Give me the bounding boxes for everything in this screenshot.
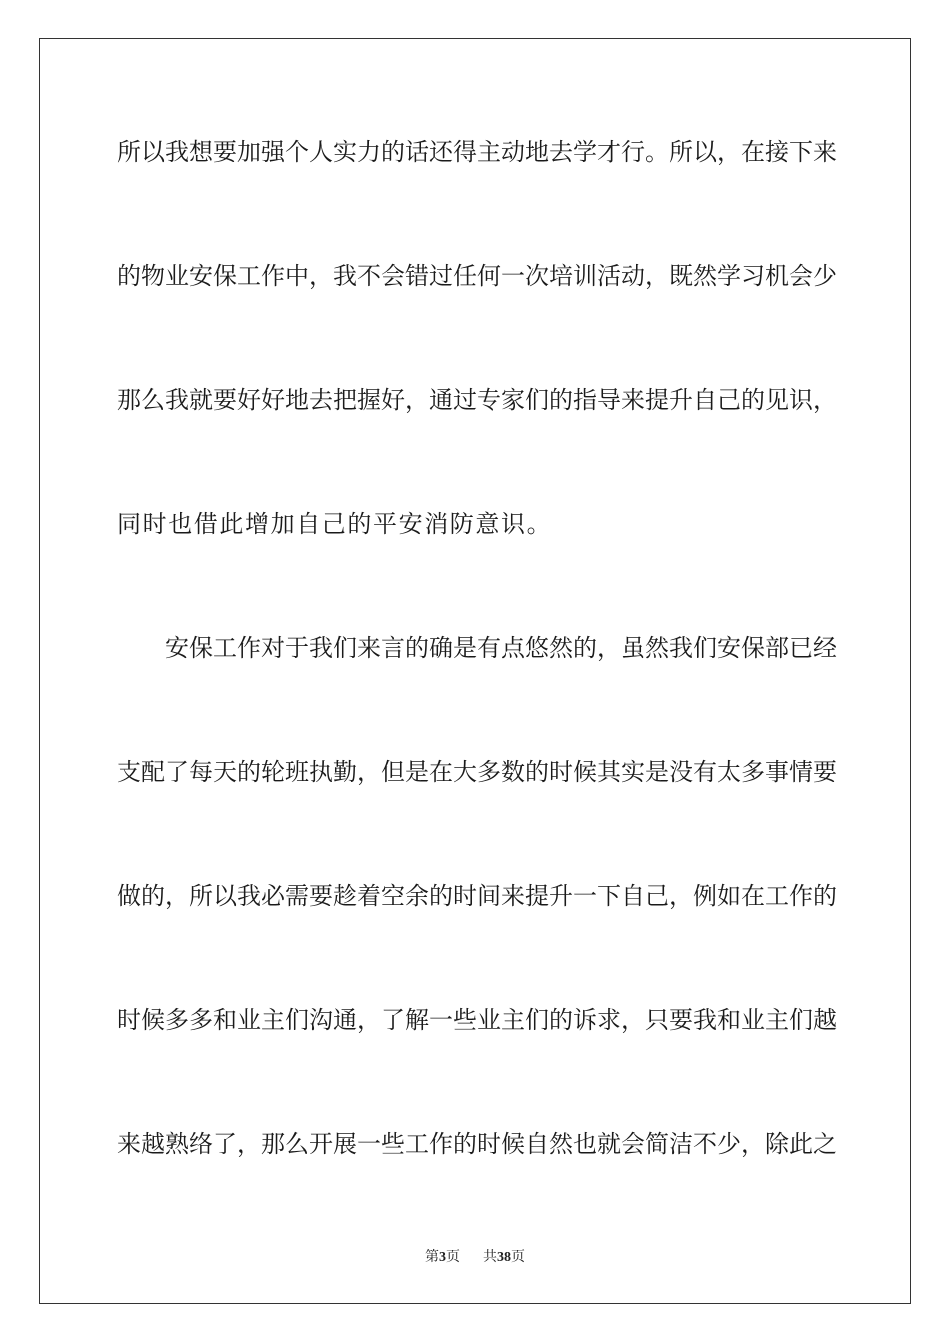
page-border <box>39 38 911 1304</box>
paragraph-first-line: 安保工作对于我们来言的确是有点悠然的，虽然我们安保部已经 <box>165 634 837 662</box>
text-line: 支配了每天的轮班执勤，但是在大多数的时候其实是没有太多事情要 <box>117 758 837 786</box>
page-prefix: 第 <box>425 1249 440 1265</box>
page-suffix: 页 <box>446 1249 461 1265</box>
text-line: 来越熟络了，那么开展一些工作的时候自然也就会简洁不少，除此之 <box>117 1130 837 1158</box>
page-number <box>425 1248 460 1267</box>
page-footer <box>0 1248 950 1267</box>
total-pages <box>483 1248 525 1267</box>
current-page: 3 <box>439 1250 447 1265</box>
text-line: 的物业安保工作中，我不会错过任何一次培训活动，既然学习机会少 <box>117 262 837 290</box>
total-prefix: 共 <box>482 1249 497 1265</box>
total-count: 38 <box>496 1250 511 1265</box>
text-line: 做的，所以我必需要趁着空余的时间来提升一下自己，例如在工作的 <box>117 882 837 910</box>
text-line: 那么我就要好好地去把握好，通过专家们的指导来提升自己的见识， <box>117 386 837 414</box>
total-suffix: 页 <box>510 1249 525 1265</box>
text-line: 同时也借此增加自己的平安消防意识。 <box>117 510 553 538</box>
text-line: 时候多多和业主们沟通，了解一些业主们的诉求，只要我和业主们越 <box>117 1006 837 1034</box>
text-line: 所以我想要加强个人实力的话还得主动地去学才行。所以，在接下来 <box>117 138 837 166</box>
